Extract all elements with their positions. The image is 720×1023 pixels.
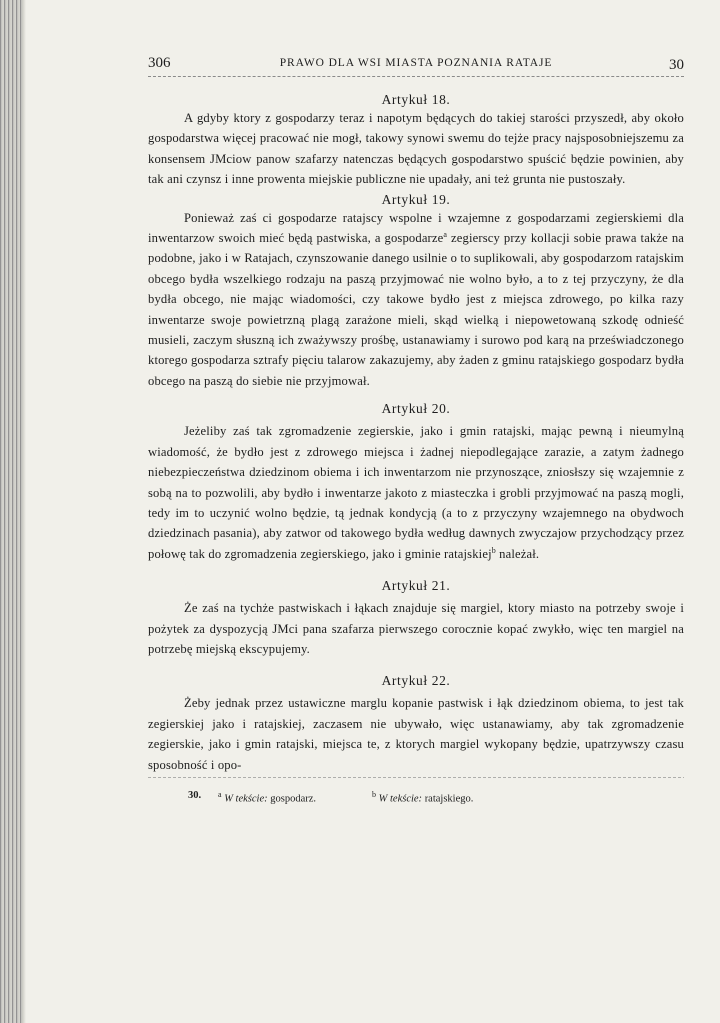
article-19	[148, 192, 684, 392]
footnote-a-marker: a	[218, 789, 222, 799]
footnote-a-text: gospodarz.	[270, 793, 317, 805]
article-text: Że zaś na tychże pastwiskach i łąkach znajduje się margiel, ktory miasto na potrzeby swoje i pożytek za dyspozycją JMci pana szafarza pierwszego corocznie kopać zwykło, więc ten margiel na potrzebę miejską ekscypujemy.	[148, 601, 684, 656]
article-text-part: należał.	[495, 546, 540, 561]
article-text	[148, 421, 684, 564]
article-18	[148, 92, 684, 190]
article-text-part: Jeżeliby zaś tak zgromadzenie zegierskie, jako i gmin ratajski, mając pewną i nieumylną wiadomość, że bydło jest z zdrowego miejsca i żadnej niepodlegające zarazie, a zatym żadnego niebezpieczeństwa dziedzinom obiema i ich inwentarzom nie przynoszące, zniosłszy się wzajemnie z sobą na to pozwolili, aby bydło i inwentarze jakoto z miasteczka i grobli przyjmować na paszą mogli, tedy im to uczynić wolno będzie, tą jednak kondycją (a to z przyczyny wzajemnego na obydwoch dziedzinach pasania), aby zatwor od takowego bydła według dawnych zwyczajow przychodzący przez połowę tak do zgromadzenia zegierskiego, jako i gminie ratajskiej	[148, 424, 684, 561]
page-content	[148, 52, 684, 808]
book-spine-gutter	[0, 0, 22, 1023]
article-21	[148, 578, 684, 659]
footnote-b	[372, 790, 473, 805]
footnote-number: 30.	[188, 789, 202, 801]
article-20	[148, 401, 684, 564]
footnote-marker-b: b	[491, 545, 496, 555]
footnote-a-label: W tekście:	[224, 793, 268, 805]
article-text-part: Ponieważ zaś ci gospodarze ratajscy wspolne i wzajemne z gospodarzami zegierskiemi dla inwentarzow swoich mieć będą pastwiska, a gospodarze	[148, 210, 684, 246]
header-rule	[148, 76, 684, 77]
footnote-b-text: ratajskiego.	[424, 793, 474, 805]
footnote-b-marker: b	[372, 789, 376, 799]
page-number: 306	[148, 55, 171, 71]
article-title: Artykuł 21.	[381, 578, 451, 594]
article-title: Artykuł 19.	[381, 191, 451, 207]
footnotes	[148, 790, 684, 808]
footnote-separator	[148, 777, 684, 778]
article-title: Artykuł 18.	[381, 92, 451, 107]
article-text: Żeby jednak przez ustawiczne marglu kopanie pastwisk i łąk dziedzinom obiema, to jest tak zegierskiej jako i ratajskiej, zaczasem nie ubywało, więc ustanawiamy, aby tak zgromadzenie zegierskie, jako i gmin ratajski, miejsca te, z ktorych margiel wykopany będzie, upatrzywszy czasu sposobność i opo-	[148, 696, 684, 772]
footnote-b-label: W tekście:	[378, 793, 423, 805]
article-title: Artykuł 20.	[381, 401, 451, 417]
article-text-part: zegierscy przy kollacji sobie prawa także na podobne, jako i w Ratajach, czynszowanie danego usilnie o to suplikowali, aby gospodarzom ratajskim obcego bydła wszelkiego rodzaju na paszą przyjmować nie wolno było, a to z tej przyczyny, że dla bydła obcego, nie mając wiadomości, czy takowe bydło jest z miejsca zdrowego, po kilka razy inwentarze swoje powietrzną plagą zarażone mieli, skąd wielką i niepowetowaną szkodę odnieść musieli, zaczym słuszną ich zważywszy prośbę, ustanawiamy i surowo pod karą na przeświadczonego ktorego gospodarza sztrafy pięciu talarow zakazujemy, aby żaden z gminu ratajskiego gospodarz bydła obcego na paszą do siebie nie przyjmował.	[148, 231, 685, 388]
article-22	[148, 673, 684, 775]
article-title: Artykuł 22.	[381, 673, 451, 689]
article-text	[148, 208, 684, 392]
gutter-shadow	[22, 0, 26, 1023]
running-header	[148, 52, 684, 74]
running-title: PRAWO DLA WSI MIASTA POZNANIA RATAJE	[279, 57, 553, 69]
article-text: A gdyby ktory z gospodarzy teraz i napotym będących do takiej starości przyszedł, aby około gospodarstwa więcej pracować nie mogł, takowy synowi swemu do tejże pracy najsposobniejszemu za konsensem JMciow panow szafarzy natenczas będących gospodarstwo spuścić będzie powinien, aby tak ani czynsz i inne prowenta miejskie publiczne nie upadały, ani też grunta nie pustoszały.	[148, 111, 684, 187]
footnote-marker-a: a	[443, 229, 448, 239]
footnote-a	[218, 790, 316, 805]
document-number: 30	[669, 57, 684, 73]
